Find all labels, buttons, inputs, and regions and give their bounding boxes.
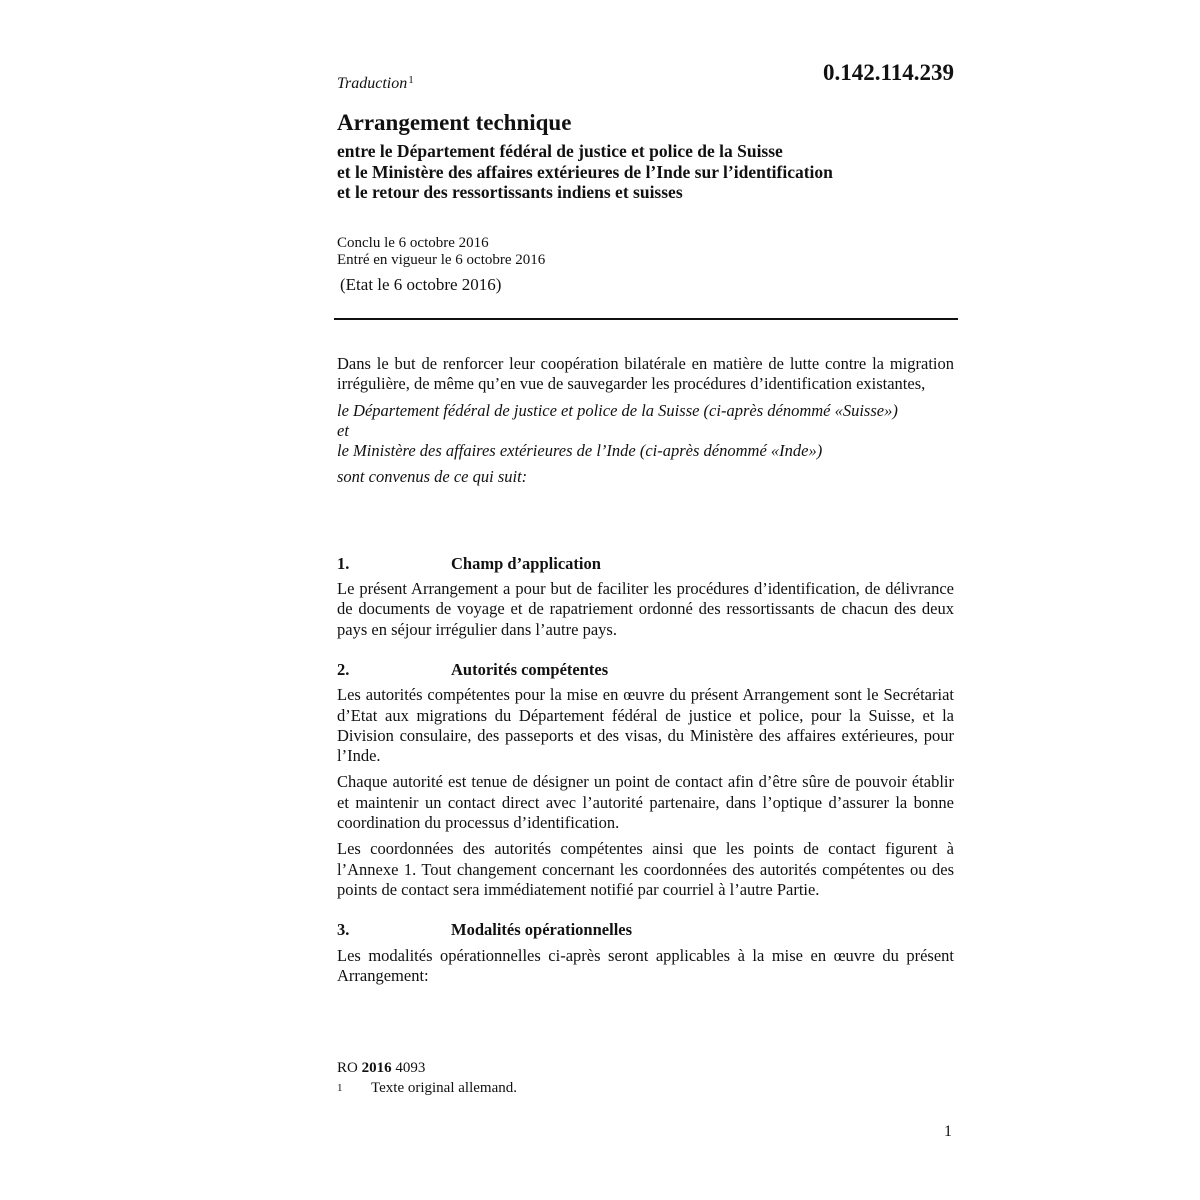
preamble-party-inde: le Ministère des affaires extérieures de l’Inde (ci-après dénommé «Inde») — [337, 441, 823, 461]
ro-page: 4093 — [395, 1060, 426, 1076]
in-force-date: Entré en vigueur le 6 octobre 2016 — [337, 252, 546, 268]
section-heading — [337, 660, 954, 680]
footnote-number: 1 — [337, 1082, 343, 1094]
subtitle-line: et le Ministère des affaires extérieures de l’Inde sur l’identification — [337, 161, 833, 182]
preamble-intro: Dans le but de renforcer leur coopération bilatérale en matière de lutte contre la migration irrégulière, de même qu’en vue de sauvegarder les procédures d’identification existantes, — [337, 354, 954, 394]
section-number: 3. — [337, 920, 350, 940]
section-paragraph: Chaque autorité est tenue de désigner un point de contact afin d’être sûre de pouvoir établir et maintenir un contact direct avec l’autorité partenaire, dans l’optique d’assurer la bonne coordination du processus d’identification. — [337, 772, 954, 833]
section-heading — [337, 554, 954, 574]
document-subtitle — [337, 141, 957, 203]
subtitle-line: et le retour des ressortissants indiens et suisses — [337, 182, 683, 202]
document-title: Arrangement technique — [337, 110, 572, 135]
section-paragraph: Les modalités opérationnelles ci-après seront applicables à la mise en œuvre du présent Arrangement: — [337, 945, 954, 985]
ro-prefix: RO — [337, 1060, 358, 1076]
footer — [337, 1058, 517, 1098]
subtitle-line: entre le Département fédéral de justice et police de la Suisse — [337, 141, 783, 161]
header-row — [337, 58, 957, 96]
section-paragraph: Les coordonnées des autorités compétentes ainsi que les points de contact figurent à l’Annexe 1. Tout changement concernant les coordonnées des autorités compétentes ou des points de contact sera immédiatement notifié par courriel à l’autre Partie. — [337, 839, 954, 899]
section-title: Modalités opérationnelles — [451, 920, 633, 940]
document-body — [337, 354, 954, 986]
section-3 — [337, 920, 954, 986]
section-title: Champ d’application — [451, 553, 601, 573]
section-number: 2. — [337, 659, 350, 679]
concluded-date: Conclu le 6 octobre 2016 — [337, 234, 489, 251]
section-paragraph: Le présent Arrangement a pour but de faciliter les procédures d’identification, de délivrance de documents de voyage et de rapatriement ordonné des ressortissants de chacun des deux pays en séjour irrégulier dans l’autre pays. — [337, 579, 954, 639]
section-heading — [337, 920, 954, 940]
translation-text: Traduction — [337, 75, 408, 92]
footnote-ref[interactable]: 1 — [408, 74, 414, 86]
section-title: Autorités compétentes — [451, 659, 609, 679]
section-paragraph: Les autorités compétentes pour la mise en œuvre du présent Arrangement sont le Secrétariat d’Etat aux migrations du Département fédéral de justice et police, pour la Suisse, et la Division consulaire, des passeports et des visas, du Ministère des affaires extérieures, pour l’Inde. — [337, 685, 954, 766]
footnote — [337, 1078, 517, 1098]
preamble-et: et — [337, 420, 349, 440]
document-header — [337, 58, 957, 293]
preamble-agreed: sont convenus de ce qui suit: — [337, 467, 528, 487]
header-divider — [334, 318, 958, 320]
sr-number: 0.142.114.239 — [823, 60, 954, 85]
footnote-text: Texte original allemand. — [371, 1080, 517, 1096]
page-number: 1 — [944, 1123, 952, 1140]
section-number: 1. — [337, 553, 350, 573]
dates-block — [337, 235, 957, 294]
ro-reference — [337, 1058, 517, 1078]
status-date: (Etat le 6 octobre 2016) — [340, 274, 502, 294]
section-2 — [337, 660, 954, 900]
section-1 — [337, 554, 954, 640]
ro-year: 2016 — [361, 1060, 392, 1076]
preamble-party-suisse: le Département fédéral de justice et police de la Suisse (ci-après dénommé «Suisse») — [337, 400, 898, 420]
translation-label — [337, 74, 414, 93]
